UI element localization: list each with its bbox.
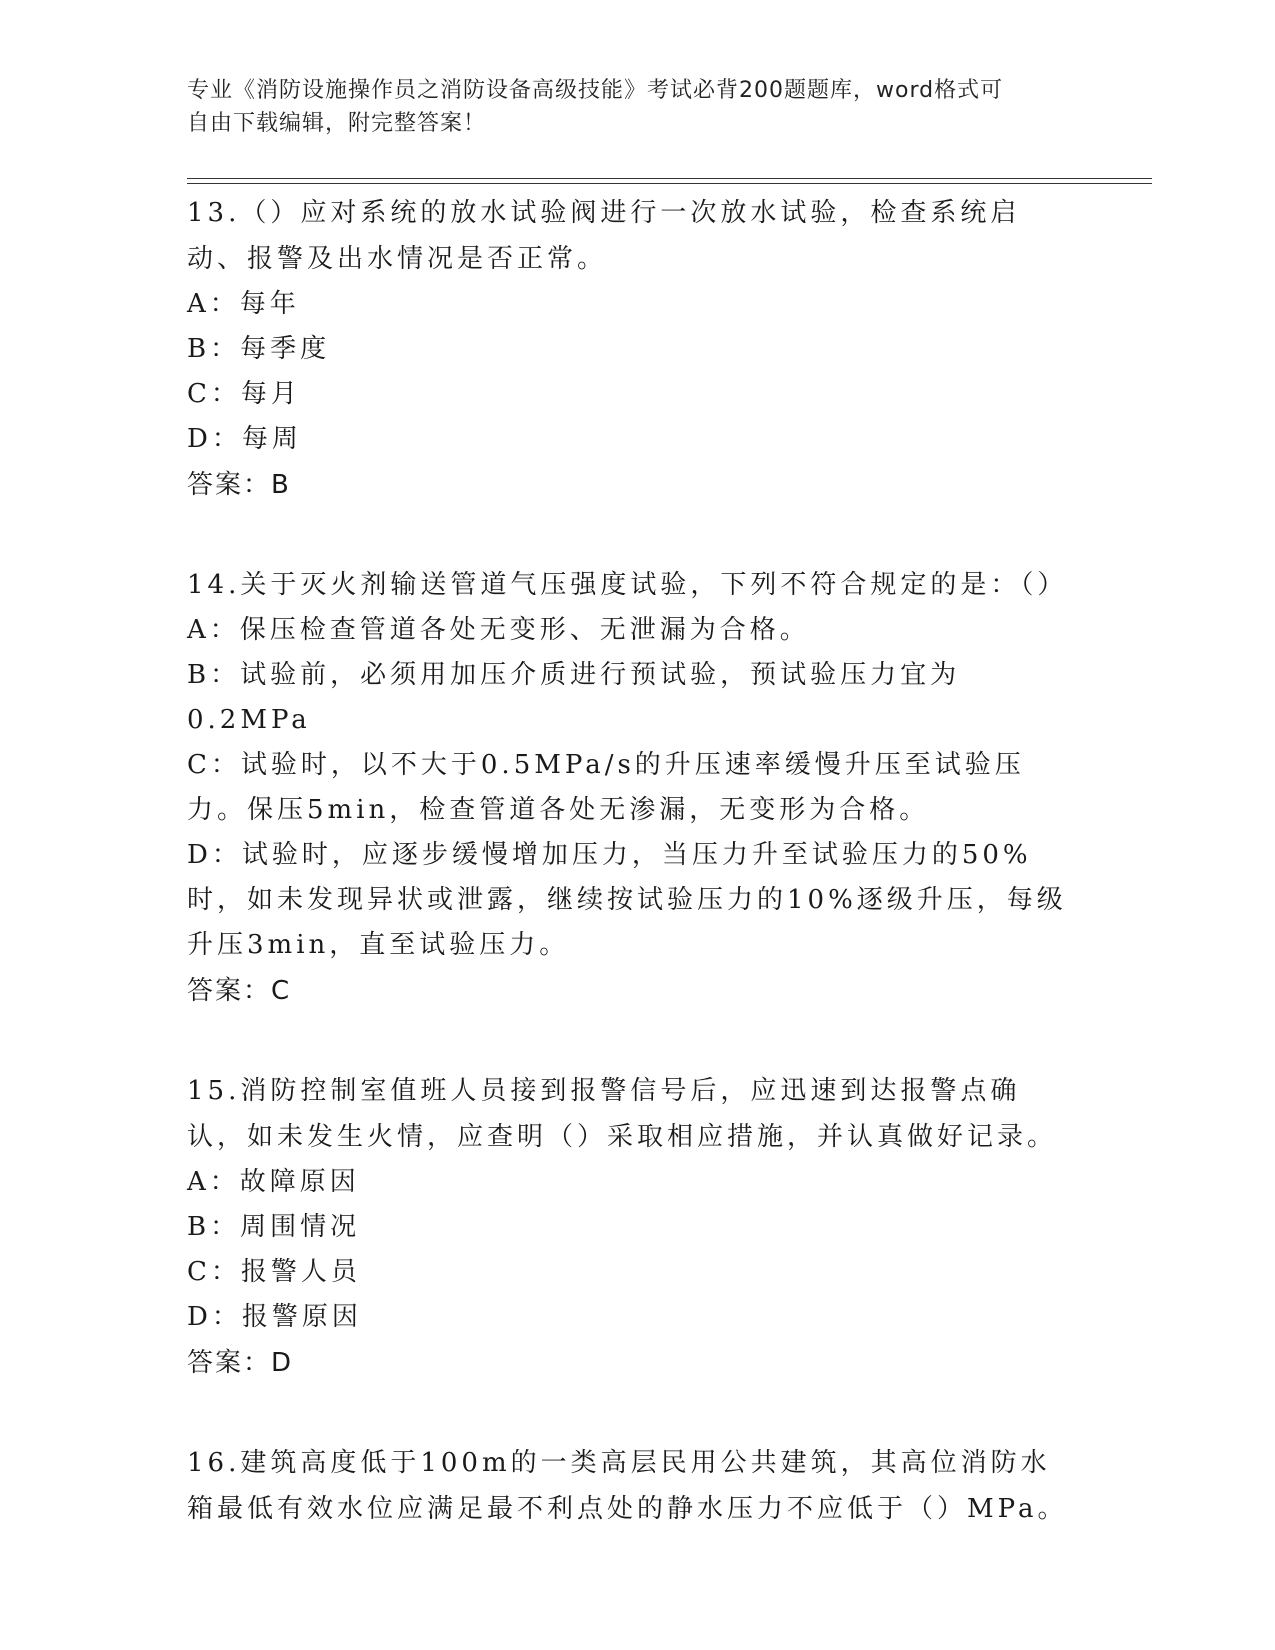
answer: 答案：C (187, 976, 292, 1006)
question-text: 13.（）应对系统的放水试验阀进行一次放水试验，检查系统启动、报警及出水情况是否正常。 (187, 198, 1021, 274)
question-text: 15.消防控制室值班人员接到报警信号后，应迅速到达报警点确认，如未发生火情，应查明（）采取相应措施，并认真做好记录。 (187, 1076, 1058, 1152)
option-d: D：试验时，应逐步缓慢增加压力，当压力升至试验压力的50%时，如未发现异状或泄露，继续按试验压力的10%逐级升压，每级升压3min，直至试验压力。 (187, 840, 1067, 960)
option-b: B：试验前，必须用加压介质进行预试验，预试验压力宜为0.2MPa (187, 660, 961, 735)
header-title-line-1: 专业《消防设施操作员之消防设备高级技能》考试必背200题题库，word格式可 (187, 78, 1004, 103)
question-list (187, 190, 1077, 1586)
header-title-line-2: 自由下载编辑，附完整答案！ (187, 111, 487, 136)
document-header (187, 74, 1067, 140)
question-text: 14.关于灭火剂输送管道气压强度试验，下列不符合规定的是：（） (187, 570, 1068, 600)
option-c: C：报警人员 (187, 1257, 361, 1287)
question-text: 16.建筑高度低于100m的一类高层民用公共建筑，其高位消防水箱最低有效水位应满足最不利点处的静水压力不应低于（）MPa。 (187, 1448, 1068, 1524)
answer: 答案：B (187, 470, 291, 500)
option-c: C：试验时，以不大于0.5MPa/s的升压速率缓慢升压至试验压力。保压5min，检查管道各处无渗漏，无变形为合格。 (187, 750, 1025, 825)
option-b: B：每季度 (187, 334, 331, 364)
option-d: D：每周 (187, 424, 302, 454)
header-divider-top (187, 178, 1152, 179)
question-14 (187, 562, 1077, 1014)
question-16 (187, 1440, 1077, 1532)
answer: 答案：D (187, 1348, 294, 1378)
header-divider-bottom (187, 183, 1152, 184)
option-a: A：保压检查管道各处无变形、无泄漏为合格。 (187, 615, 810, 645)
option-a: A：每年 (187, 289, 300, 319)
question-13 (187, 190, 1077, 508)
option-a: A：故障原因 (187, 1167, 360, 1197)
question-15 (187, 1068, 1077, 1386)
option-c: C：每月 (187, 379, 301, 409)
option-b: B：周围情况 (187, 1212, 361, 1242)
option-d: D：报警原因 (187, 1302, 362, 1332)
